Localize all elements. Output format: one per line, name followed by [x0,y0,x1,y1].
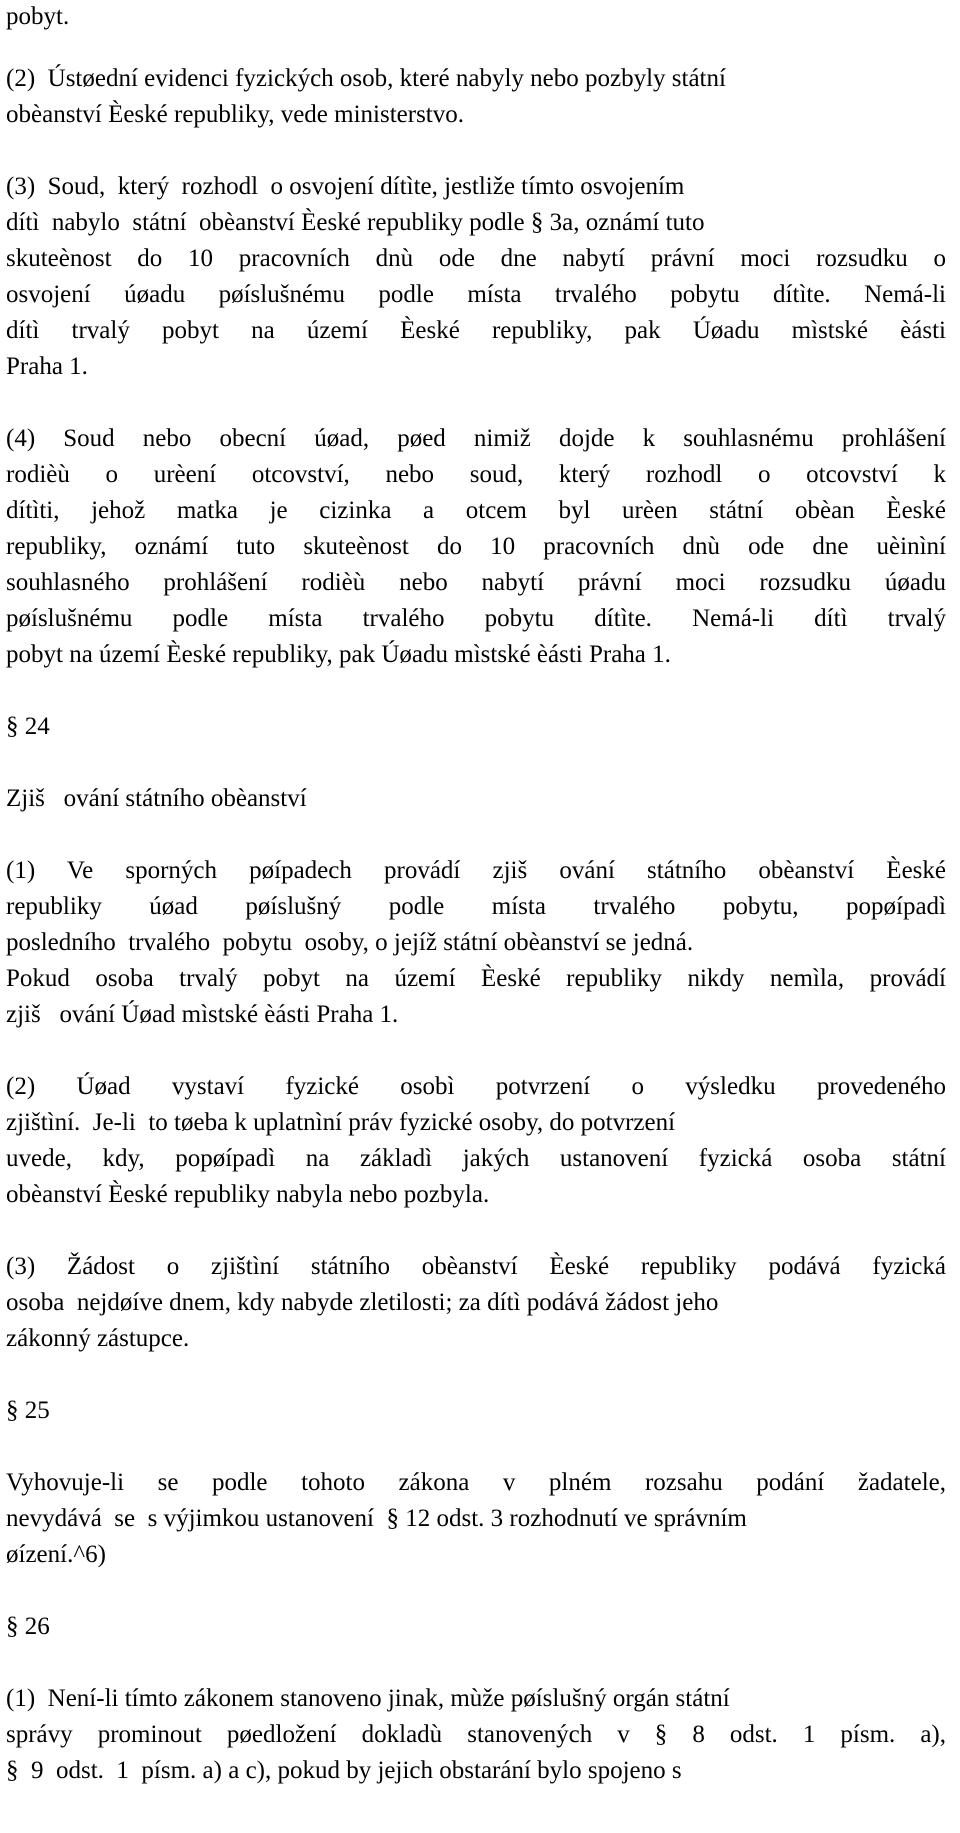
text-line: zjiš ování Úøad mìstské èásti Praha 1. [6,1001,399,1028]
text-line: obèanství Èeské republiky nabyla nebo pozbyla. [6,1181,490,1208]
text-line: republiky úøad pøíslušný podle místa trvalého pobytu, popøípadì [6,893,946,920]
text-line: Praha 1. [6,353,88,380]
text-line: (4) Soud nebo obecní úøad, pøed nimiž dojde k souhlasnému prohlášení [6,425,946,452]
text-line: uvede, kdy, popøípadì na základì jakých ustanovení fyzická osoba státní [6,1145,946,1172]
text-line: skuteènost do 10 pracovních dnù ode dne nabytí právní moci rozsudku o [6,245,946,272]
text-line: zjištìní. Je-li to tøeba k uplatnìní práv fyzické osoby, do potvrzení [6,1109,676,1136]
text-line: posledního trvalého pobytu osoby, o jejíž státní obèanství se jedná. [6,929,694,956]
text-line: osoba nejdøíve dnem, kdy nabyde zletilosti; za dítì podává žádost jeho [6,1289,719,1316]
text-line: Vyhovuje-li se podle tohoto zákona v plném rozsahu podání žadatele, [6,1469,946,1496]
text-line: pøíslušnému podle místa trvalého pobytu dítìte. Nemá-li dítì trvalý [6,605,946,632]
text-line: dítì trvalý pobyt na území Èeské republiky, pak Úøadu mìstské èásti [6,317,946,344]
section-heading: § 25 [6,1397,50,1424]
text-line: správy prominout pøedložení dokladù stanovených v § 8 odst. 1 písm. a), [6,1721,946,1748]
text-line: dítìti, jehož matka je cizinka a otcem byl urèen státní obèan Èeské [6,497,946,524]
text-line: rodièù o urèení otcovství, nebo soud, který rozhodl o otcovství k [6,461,946,488]
text-line: § 9 odst. 1 písm. a) a c), pokud by jejich obstarání bylo spojeno s [6,1757,682,1784]
text-line: øízení.^6) [6,1541,106,1568]
text-line: (3) Soud, který rozhodl o osvojení dítìte, jestliže tímto osvojením [6,173,685,200]
text-line: Pokud osoba trvalý pobyt na území Èeské republiky nikdy nemìla, provádí [6,965,946,992]
text-line: zákonný zástupce. [6,1325,190,1352]
text-line: republiky, oznámí tuto skuteènost do 10 pracovních dnù ode dne uèinìní [6,533,946,560]
text-line: (2) Ústøední evidenci fyzických osob, které nabyly nebo pozbyly státní [6,65,726,92]
text-line: (1) Ve sporných pøípadech provádí zjiš ování státního obèanství Èeské [6,857,946,884]
text-line: obèanství Èeské republiky, vede ministerstvo. [6,101,464,128]
section-heading: § 24 [6,713,50,740]
text-line: (1) Není-li tímto zákonem stanoveno jinak, mùže pøíslušný orgán státní [6,1685,730,1712]
text-line: dítì nabylo státní obèanství Èeské republiky podle § 3a, oznámí tuto [6,209,705,236]
text-line: (3) Žádost o zjištìní státního obèanství Èeské republiky podává fyzická [6,1253,946,1280]
text-line: pobyt. [6,3,70,30]
text-line: (2) Úøad vystaví fyzické osobì potvrzení o výsledku provedeného [6,1073,946,1100]
section-title: Zjiš ování státního obèanství [6,785,307,812]
section-heading: § 26 [6,1613,50,1640]
text-line: osvojení úøadu pøíslušnému podle místa trvalého pobytu dítìte. Nemá-li [6,281,946,308]
text-line: souhlasného prohlášení rodièù nebo nabytí právní moci rozsudku úøadu [6,569,946,596]
text-line: nevydává se s výjimkou ustanovení § 12 odst. 3 rozhodnutí ve správním [6,1505,747,1532]
text-line: pobyt na území Èeské republiky, pak Úøadu mìstské èásti Praha 1. [6,641,671,668]
